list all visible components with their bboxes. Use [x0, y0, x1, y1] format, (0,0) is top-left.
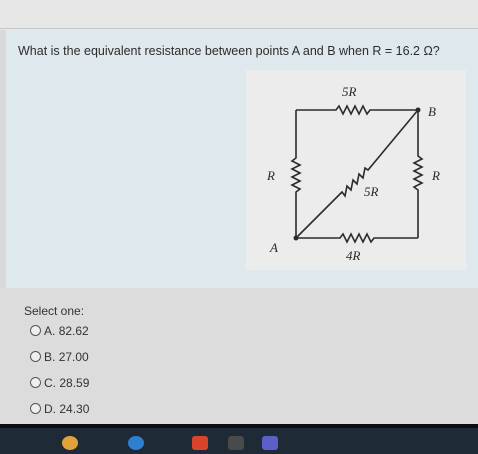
diagonal-resistor-5r — [296, 110, 418, 238]
circuit-figure — [246, 70, 466, 270]
option-a[interactable] — [30, 324, 89, 338]
radio-c[interactable] — [30, 377, 41, 388]
top-resistor-5r — [296, 106, 418, 114]
select-one-label: Select one: — [24, 304, 85, 318]
option-b[interactable] — [30, 350, 89, 364]
option-c-letter: C. — [44, 376, 56, 390]
label-left-r: R — [267, 168, 275, 183]
node-b-dot — [416, 108, 421, 113]
chrome-icon[interactable] — [62, 436, 78, 450]
right-resistor-r — [414, 110, 422, 238]
label-a: A — [270, 240, 278, 255]
label-diagonal-5r: 5R — [364, 184, 379, 199]
app-icon[interactable] — [228, 436, 244, 450]
option-c-value: 28.59 — [59, 376, 90, 390]
question-panel — [6, 30, 478, 288]
header-divider — [0, 28, 478, 29]
option-a-letter: A. — [44, 324, 56, 338]
label-bottom-4r: 4R — [346, 248, 361, 263]
node-a-dot — [294, 236, 299, 241]
left-resistor-r — [292, 110, 300, 238]
page-header-strip — [0, 0, 478, 30]
question-text: What is the equivalent resistance between points A and B when R = 16.2 Ω? — [18, 44, 440, 58]
label-top-5r: 5R — [342, 84, 357, 99]
option-b-value: 27.00 — [58, 350, 89, 364]
bottom-resistor-4r — [296, 234, 418, 242]
screen-bezel — [0, 424, 478, 428]
option-c[interactable] — [30, 376, 89, 390]
option-b-letter: B. — [44, 350, 56, 364]
option-a-value: 82.62 — [58, 324, 89, 338]
edge-icon[interactable] — [128, 436, 144, 450]
circuit-diagram — [246, 70, 466, 270]
taskbar — [0, 424, 478, 454]
radio-a[interactable] — [30, 325, 41, 336]
label-right-r: R — [432, 168, 440, 183]
option-d-letter: D. — [44, 402, 56, 416]
answer-area — [0, 288, 478, 424]
label-b: B — [428, 104, 436, 119]
radio-b[interactable] — [30, 351, 41, 362]
teams-icon[interactable] — [262, 436, 278, 450]
option-d[interactable] — [30, 402, 89, 416]
option-d-value: 24.30 — [59, 402, 90, 416]
office-icon[interactable] — [192, 436, 208, 450]
radio-d[interactable] — [30, 403, 41, 414]
